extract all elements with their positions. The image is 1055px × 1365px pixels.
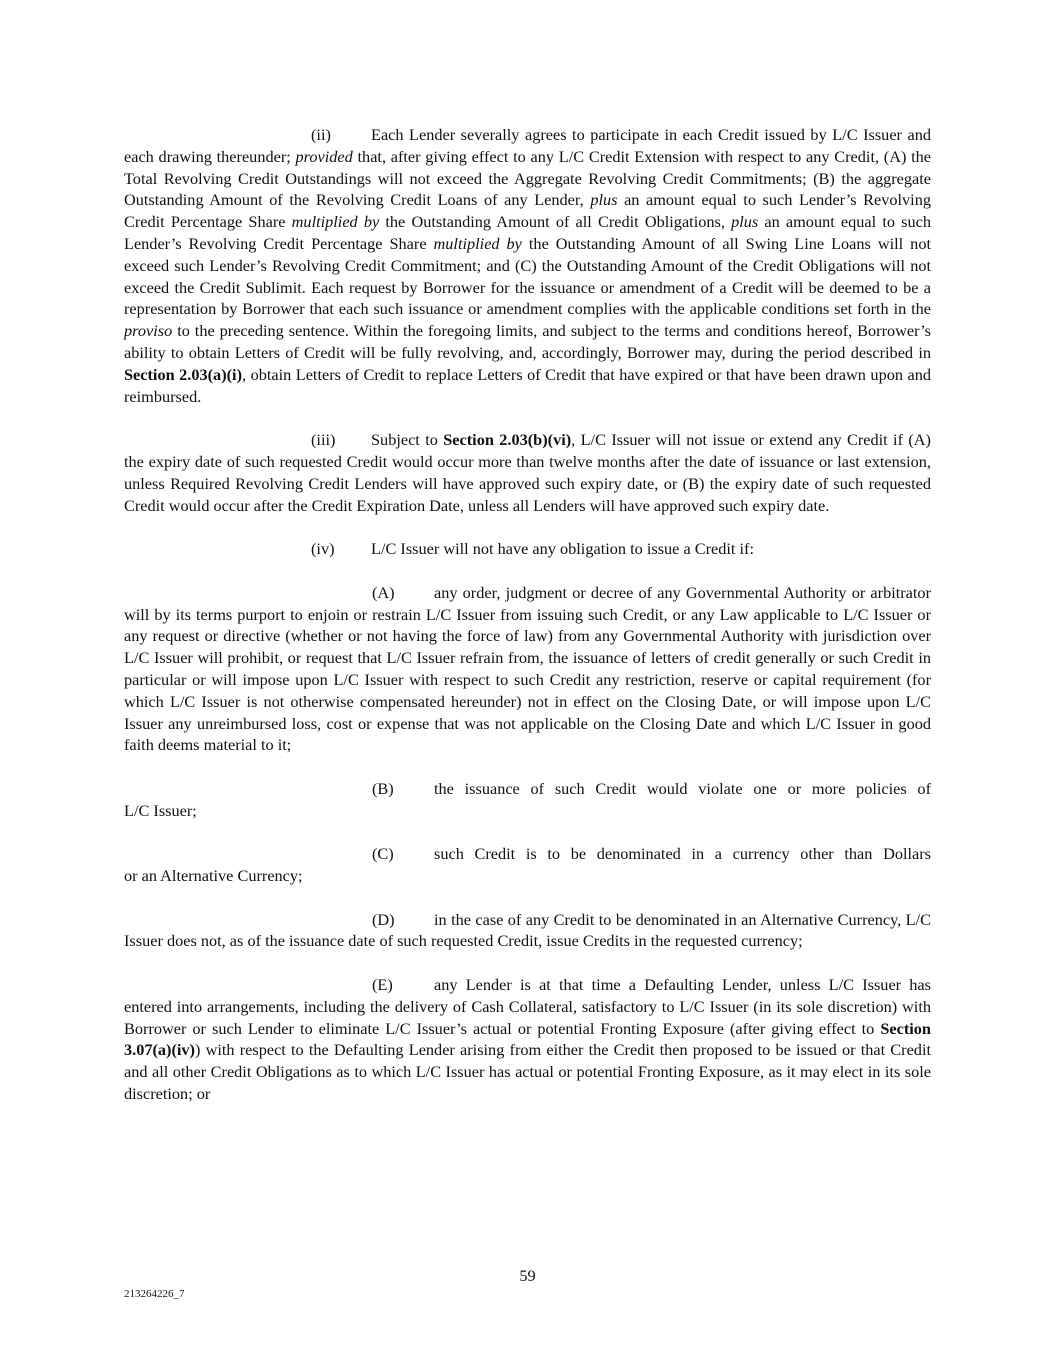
text-run: , L/C Issuer will not issue or extend any Credit if (A) the expiry date of such requested Credit would occur more than twelve months after the date of issuance or last extension, unless Required Revolving Credit Lenders will have approved such expiry date, or (B) the expiry date of such requested Credit would occur after the Credit Expiration Date, unless all Lenders will have approved such expiry date.: [124, 430, 931, 515]
document-id: 213264226_7: [124, 1288, 185, 1300]
text-run: ) with respect to the Defaulting Lender arising from either the Credit then proposed to be issued or that Credit and all other Credit Obligations as to which L/C Issuer has actual or potential Fronting Exposure, as it may elect in its sole discretion; or: [124, 1040, 931, 1104]
clause-label: (iv): [311, 539, 335, 559]
clause-iii: [124, 429, 931, 516]
clause-label: (iii): [311, 430, 336, 450]
clause-continuation: L/C Issuer;: [124, 800, 197, 820]
text-run: any Lender is at that time a Defaulting Lender, unless L/C Issuer has entered into arrangements, including the delivery of Cash Collateral, satisfactory to L/C Issuer (in its sole discretion) with Borrower or such Lender to eliminate L/C Issuer’s actual or potential Fronting Exposure (after giving effect to: [124, 975, 931, 1038]
clause-C: [124, 843, 931, 887]
clause-label: (B): [372, 778, 394, 798]
text-run: L/C Issuer will not have any obligation to issue a Credit if:: [371, 539, 754, 559]
italic-run: proviso: [124, 321, 173, 341]
text-run: Subject to: [371, 430, 444, 450]
clause-B: [124, 778, 931, 822]
text-run: the Outstanding Amount of all Swing Line Loans will not exceed such Lender’s Revolving Credit Commitment; and (C) the Outstanding Amount of the Credit Obligations will not exceed the Credit Sublimit. Each request by Borrower for the issuance or amendment of a Credit will be deemed to be a representation by Borrower that each such issuance or amendment complies with the applicable conditions set forth in the: [124, 233, 931, 319]
clause-label: (E): [372, 975, 393, 995]
text-run: Each Lender severally agrees to participate in each Credit issued by L/C Issuer and each drawing thereunder;: [124, 125, 931, 166]
clause-iv: [124, 538, 931, 560]
text-run: an amount equal to such Lender’s Revolving Credit Percentage Share: [124, 212, 931, 253]
italic-run: plus: [590, 190, 618, 210]
document-body: [124, 124, 931, 1127]
clause-E: [124, 974, 931, 1105]
text-run: an amount equal to such Lender’s Revolving Credit Percentage Share: [124, 190, 931, 232]
text-run: such Credit is to be denominated in a currency other than Dollars: [434, 844, 931, 864]
clause-first-line: [124, 843, 931, 865]
clause-label: (D): [372, 909, 395, 929]
clause-first-line: [124, 778, 931, 800]
clause-label: (A): [372, 582, 395, 602]
text-run: the issuance of such Credit would violate one or more policies of: [434, 778, 931, 798]
clause-ii: [124, 124, 931, 407]
clause-label: (C): [372, 844, 394, 864]
text-run: in the case of any Credit to be denominated in an Alternative Currency, L/C Issuer does not, as of the issuance date of such requested Credit, issue Credits in the requested currency;: [124, 909, 931, 951]
text-run: that, after giving effect to any L/C Credit Extension with respect to any Credit, (A) the Total Revolving Credit Outstandings will not exceed the Aggregate Revolving Credit Commitments; (B) the aggregate Outstanding Amount of the Revolving Credit Loans of any Lender,: [124, 146, 932, 210]
clause-continuation: or an Alternative Currency;: [124, 866, 303, 886]
text-run: the Outstanding Amount of all Credit Obligations,: [379, 212, 732, 232]
text-run: , obtain Letters of Credit to replace Letters of Credit that have expired or that have been drawn upon and reimbursed.: [124, 364, 931, 406]
italic-run: multiplied by: [433, 233, 522, 253]
clause-label: (ii): [311, 125, 331, 144]
italic-run: plus: [731, 212, 759, 232]
italic-run: multiplied by: [291, 212, 380, 232]
text-run: any order, judgment or decree of any Governmental Authority or arbitrator will by its terms purport to enjoin or restrain L/C Issuer from issuing such Credit, or any Law applicable to L/C Issuer or any request or directive (whether or not having the force of law) from any Governmental Authority with jurisdiction over L/C Issuer will prohibit, or request that L/C Issuer refrain from, the issuance of letters of credit generally or such Credit in particular or will impose upon L/C Issuer with respect to such Credit any restriction, reserve or capital requirement (for which L/C Issuer is not otherwise compensated hereunder) not in effect on the Closing Date, or will impose upon L/C Issuer any unreimbursed loss, cost or expense that was not applicable on the Closing Date and which L/C Issuer in good faith deems material to it;: [124, 582, 931, 755]
italic-run: provided: [295, 146, 353, 166]
clause-D: [124, 909, 931, 953]
clause-A: [124, 582, 931, 756]
section-reference: Section 2.03(a)(i): [124, 364, 242, 384]
page-number: 59: [519, 1266, 536, 1285]
text-run: to the preceding sentence. Within the foregoing limits, and subject to the terms and conditions hereof, Borrower’s ability to obtain Letters of Credit will be fully revolving, and, accordingly, Borrower may, during the period described in: [124, 321, 931, 362]
section-reference: Section 3.07(a)(iv): [124, 1018, 931, 1060]
section-reference: Section 2.03(b)(vi): [443, 430, 572, 450]
